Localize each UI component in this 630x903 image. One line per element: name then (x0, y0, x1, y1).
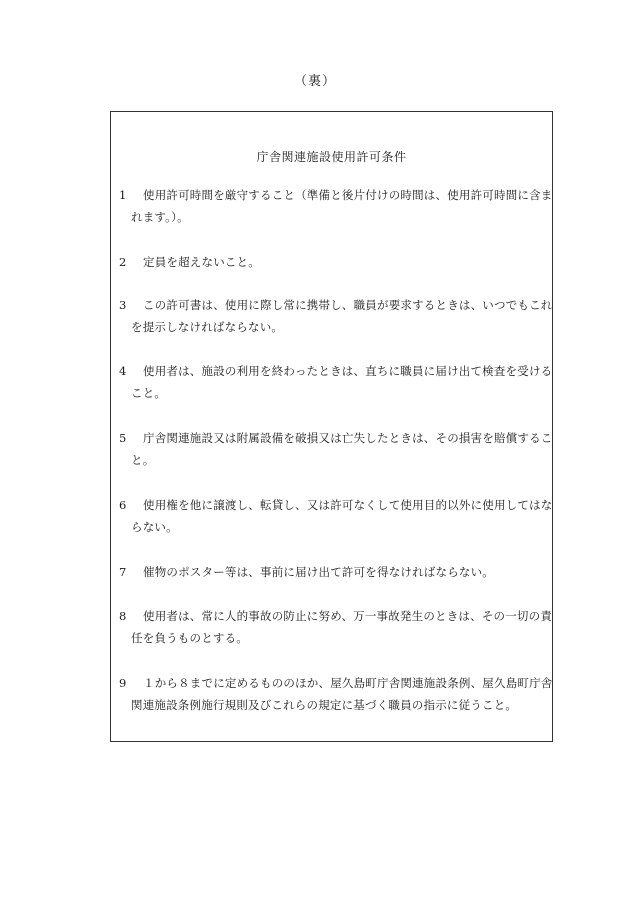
clause-1 (119, 184, 553, 228)
clause-line-1 (119, 360, 553, 382)
clause-line-1 (119, 605, 553, 627)
clause-line-1 (119, 251, 549, 273)
clause-number: 6 (119, 498, 127, 512)
clause-number: 9 (119, 676, 127, 690)
clause-text: この許可書は、使用に際し常に携帯し、職員が要求するときは、いつでもこれ (143, 298, 553, 312)
clause-text: 定員を超えないこと。 (143, 255, 260, 269)
clause-line-1 (119, 294, 553, 316)
conditions-title: 庁舎関連施設使用許可条件 (256, 150, 407, 164)
clause-8 (119, 605, 553, 649)
clause-7 (119, 561, 549, 583)
clause-5 (119, 427, 553, 471)
clause-4 (119, 360, 553, 404)
clause-number: 4 (119, 364, 127, 378)
clause-number: 7 (119, 565, 127, 579)
clause-2 (119, 251, 549, 273)
clause-line-1 (119, 427, 553, 449)
clause-number: 5 (119, 431, 127, 445)
clause-number: 3 (119, 298, 127, 312)
clause-text: 使用権を他に譲渡し、転貸し、又は許可なくして使用目的以外に使用してはな (143, 498, 553, 512)
clause-number: 2 (119, 255, 127, 269)
clause-9 (119, 672, 553, 716)
clause-continuation: らない。 (131, 520, 178, 534)
clause-6 (119, 494, 553, 538)
clause-text: 使用者は、施設の利用を終わったときは、直ちに職員に届け出て検査を受ける (143, 364, 553, 378)
conditions-box (110, 111, 553, 742)
clause-continuation: と。 (131, 453, 155, 467)
clause-3 (119, 294, 553, 338)
clause-text: 庁舎関連施設又は附属設備を破損又は亡失したときは、その損害を賠償するこ (143, 431, 553, 445)
clause-number: 1 (119, 188, 127, 202)
clause-text: 使用許可時間を厳守すること（準備と後片付けの時間は、使用許可時間に含ま (143, 188, 553, 202)
clause-continuation: こと。 (131, 386, 167, 400)
page-label-reverse-side: （裏） (293, 74, 336, 89)
clause-text: １から８までに定めるもののほか、屋久島町庁舎関連施設条例、屋久島町庁舎 (143, 676, 553, 690)
clause-continuation: 任を負うものとする。 (131, 631, 248, 645)
clause-number: 8 (119, 609, 127, 623)
clause-line-1 (119, 561, 549, 583)
clause-continuation: れます。）。 (131, 210, 189, 224)
clause-line-1 (119, 672, 553, 694)
clause-line-1 (119, 494, 553, 516)
clause-line-1 (119, 184, 553, 206)
clause-text: 使用者は、常に人的事故の防止に努め、万一事故発生のときは、その一切の責 (143, 609, 553, 623)
clause-text: 催物のポスター等は、事前に届け出て許可を得なければならない。 (143, 565, 494, 579)
clause-continuation: 関連施設条例施行規則及びこれらの規定に基づく職員の指示に従うこと。 (131, 698, 518, 712)
clause-continuation: を提示しなければならない。 (131, 320, 284, 334)
